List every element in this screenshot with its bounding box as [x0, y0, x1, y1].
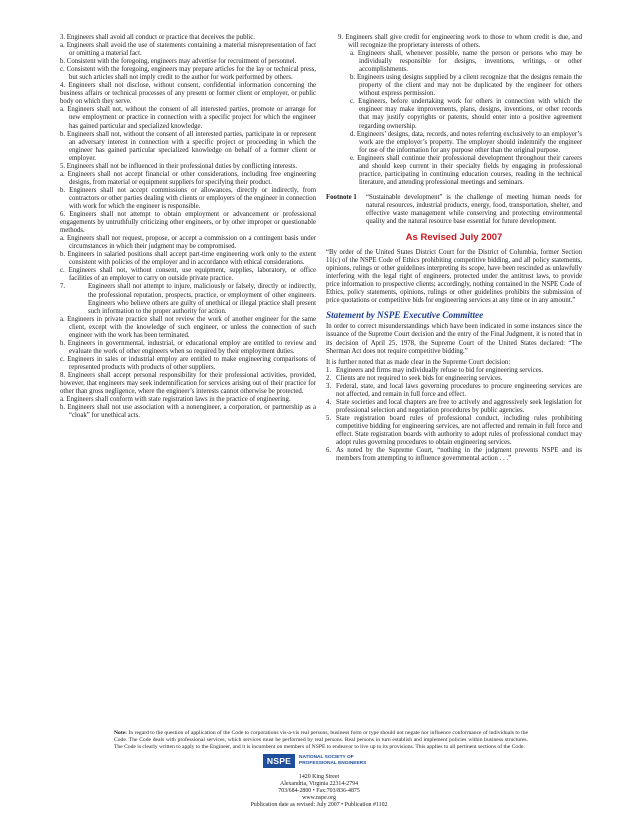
section-4b: b. Engineers shall not, without the consent of all interested parties, participate in or represent an adversary interest in connection with a specific project or proceeding in which the engineer has gained particular specialized knowledge on behalf of a former client or employer. — [60, 130, 316, 162]
section-9d: d. Engineers’ designs, data, records, and notes referring exclusively to an employer’s work are the employer’s property. The employer should indemnify the engineer for use of the information for any purpose other than the original purpose. — [350, 130, 582, 154]
section-6b: b. Engineers in salaried positions shall accept part-time engineering work only to the extent consistent with policies of the employer and in accordance with ethical considerations. — [60, 251, 316, 267]
committee-text: In order to correct misunderstandings which have been indicated in some instances since the issuance of the Supreme Court decision and the entry of the Final Judgment, it is noted that in its decision of April 25, 1978, the Supreme Court of the United States declared: “The Sherman Act does not require competitive bidding.” — [326, 323, 582, 355]
note-text: In regard to the question of application of the Code to corporations vis-a-vis real persons, business form or type should not negate nor influence conformance of individuals to the Code. The Code deals with professional services, which services must be performed by real persons. Real persons in turn establish and implement policies within business structures. The Code is clearly written to apply to the Engineer, and it is incumbent on members of NSPE to endeavor to live up to its provisions. This applies to all pertinent sections of the Code. — [114, 730, 528, 750]
section-7: Engineers shall not attempt to injure, maliciously or falsely, directly or indirectly, the professional reputation, prospects, practice, or employment of other engineers. Engineers who believe others are guilty of unethical or illegal practice shall present such information to the proper authority for action. — [88, 283, 316, 315]
list-item: 4. State societies and local chapters are free to actively and aggressively seek legislation for professional selection and negotiation procedures by public agencies. — [326, 398, 582, 414]
address-block — [0, 774, 638, 809]
section-7-number: 7. — [60, 283, 66, 291]
section-5b: b. Engineers shall not accept commissions or allowances, directly or indirectly, from contractors or other parties dealing with clients or employers of the engineer in connection with work for which the engineer is responsible. — [60, 186, 316, 210]
address-city: Alexandria, Virginia 22314-2794 — [279, 781, 359, 787]
publication-date: Publication date as revised: July 2007 • Publication #1102 — [250, 802, 388, 808]
section-4a: a. Engineers shall not, without the consent of all interested parties, promote or arrange for new employment or practice in connection with a specific project for which the engineer has gained particular and specialized knowledge. — [60, 106, 316, 130]
section-8: 8. Engineers shall accept personal responsibility for their professional activities, provided, however, that engineers may seek indemnification for services arising out of their practice for other than gross negligence, where the engineer’s interests cannot otherwise be protected. — [60, 371, 316, 396]
section-7a: a. Engineers in private practice shall not review the work of another engineer for the same client, except with the knowledge of such engineer, or unless the connection of such engineer with the work has been terminated. — [60, 315, 316, 339]
section-9a: a. Engineers shall, whenever possible, name the person or persons who may be individually responsible for designs, inventions, writings, or other accomplishments. — [350, 50, 582, 74]
section-9c: c. Engineers, before undertaking work for others in connection with which the engineer may make improvements, plans, designs, inventions, or other records that may justify copyrights or patents, should enter into a positive agreement regarding ownership. — [350, 98, 582, 130]
list-item: 1. Engineers and firms may individually refuse to bid for engineering services. — [326, 366, 544, 374]
section-6a: a. Engineers shall not request, propose, or accept a commission on a contingent basis under circumstances in which their judgment may be compromised. — [60, 235, 316, 251]
note-label: Note: — [114, 730, 128, 736]
section-9: 9. Engineers shall give credit for engineering work to those to whom credit is due, and will recognize the proprietary interests of others. — [338, 34, 582, 50]
court-points-list — [326, 367, 582, 464]
left-column — [60, 34, 316, 420]
section-3a: a. Engineers shall avoid the use of statements containing a material misrepresentation of fact or omitting a material fact. — [60, 42, 316, 58]
section-9b: b. Engineers using designs supplied by a client recognize that the designs remain the property of the client and may not be duplicated by the engineer for others without express permission. — [350, 74, 582, 98]
section-3c: c. Consistent with the foregoing, engineers may prepare articles for the lay or technical press, but such articles shall not imply credit to the author for work performed by others. — [60, 66, 316, 82]
committee-heading: Statement by NSPE Executive Committee — [326, 310, 484, 321]
section-5a: a. Engineers shall not accept financial or other considerations, including free engineering designs, from material or equipment suppliers for specifying their product. — [60, 170, 316, 186]
section-3b: b. Consistent with the foregoing, engineers may advertise for recruitment of personnel. — [60, 58, 297, 66]
revised-heading: As Revised July 2007 — [405, 232, 503, 244]
right-column — [326, 34, 582, 463]
nspe-logo-text: NATIONAL SOCIETY OF PROFESSIONAL ENGINEERS — [299, 755, 367, 766]
nspe-logo — [263, 754, 366, 768]
section-9e: e. Engineers shall continue their professional development throughout their careers and should keep current in their specialty fields by engaging in professional practice, participating in continuing education courses, reading in the technical literature, and attending professional meetings and seminars. — [350, 154, 582, 186]
address-street: 1420 King Street — [298, 774, 340, 780]
footnote — [326, 194, 582, 226]
section-5: 5. Engineers shall not be influenced in their professional duties by conflicting interests. — [60, 162, 298, 170]
section-8b: b. Engineers shall not use association with a nonengineer, a corporation, or partnership as a “cloak” for unethical acts. — [60, 404, 316, 420]
list-item: 2. Clients are not required to seek bids for engineering services. — [326, 374, 503, 382]
section-8a: a. Engineers shall conform with state registration laws in the practice of engineering. — [60, 396, 291, 404]
list-item: 6. As noted by the Supreme Court, “nothing in the judgment prevents NSPE and its members from attempting to influence governmental action . . .” — [326, 447, 582, 463]
revised-text: “By order of the United States District Court for the District of Columbia, former Section 11(c) of the NSPE Code of Ethics prohibiting competitive bidding, and all policy statements, opinions, rulings or other guidelines interpreting its scope, have been rescinded as unlawfully interfering with the legal right of engineers, protected under the antitrust laws, to provide price information to prospective clients; accordingly, nothing contained in the NSPE Code of Ethics, policy statements, opinions, rulings or other guidelines prohibits the submission of price quotations or competitive bids for engineering services at any time or in any amount.” — [326, 249, 582, 305]
section-6c: c. Engineers shall not, without consent, use equipment, supplies, laboratory, or office facilities of an employer to carry on outside private practice. — [60, 267, 316, 283]
section-7-row — [60, 283, 316, 315]
section-4: 4. Engineers shall not disclose, without consent, confidential information concerning the business affairs or technical processes of any present or former client or employer, or public body on which they serve. — [60, 82, 316, 106]
list-item: 3. Federal, state, and local laws governing procedures to procure engineering services are not affected, and remain in full force and effect. — [326, 382, 582, 398]
section-7b: b. Engineers in governmental, industrial, or educational employ are entitled to review and evaluate the work of other engineers when so required by their employment duties. — [60, 339, 316, 355]
nspe-logo-mark: NSPE — [263, 754, 295, 768]
further-text: It is further noted that as made clear in the Supreme Court decision: — [326, 358, 511, 366]
address-web: www.nspe.org — [302, 795, 336, 801]
section-7c: c. Engineers in sales or industrial employ are entitled to make engineering comparisons of represented products with products of other suppliers. — [60, 355, 316, 371]
code-note — [114, 730, 528, 751]
section-6: 6. Engineers shall not attempt to obtain employment or advancement or professional engagements by untruthfully criticizing other engineers, or by other improper or questionable methods. — [60, 211, 316, 235]
footnote-text: “Sustainable development” is the challenge of meeting human needs for natural resources, industrial products, energy, food, transportation, shelter, and effective waste management while conserving and protecting environmental quality and the natural resource base essential for future development. — [366, 193, 582, 226]
section-3: 3. Engineers shall avoid all conduct or practice that deceives the public. — [60, 34, 255, 41]
list-item: 5. State registration board rules of professional conduct, including rules prohibiting competitive bidding for engineering services, are not affected and remain in full force and effect. State registration boards with authority to adopt rules of professional conduct may adopt rules governing procedures to obtain engineering services. — [326, 414, 582, 447]
address-phone: 703/684-2800 • Fax:703/836-4875 — [278, 788, 360, 794]
footnote-label: Footnote 1 — [326, 193, 357, 201]
